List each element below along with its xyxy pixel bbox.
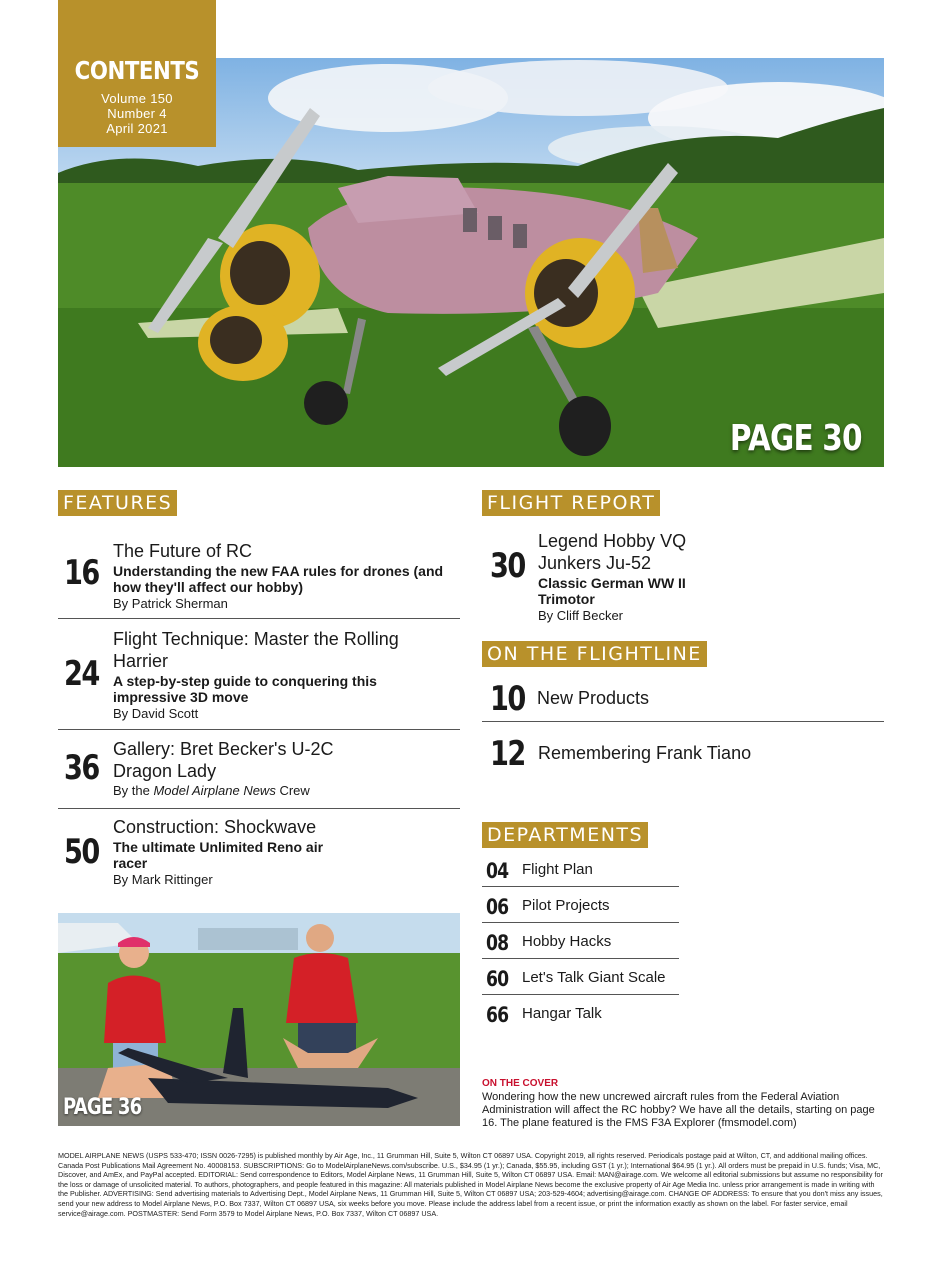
department-page-number: 04 xyxy=(486,859,509,883)
department-page-number: 06 xyxy=(486,895,509,919)
feature-byline-suffix: Crew xyxy=(275,783,310,798)
flight-report-page-number: 30 xyxy=(490,546,525,586)
feature-subtitle: A step-by-step guide to conquering this impressive 3D move xyxy=(113,673,377,705)
flight-report-byline: By Cliff Becker xyxy=(538,608,624,623)
flight-report-heading: FLIGHT REPORT xyxy=(482,490,660,516)
flightline-label: Remembering Frank Tiano xyxy=(538,743,752,763)
department-page-number: 66 xyxy=(486,1003,509,1027)
flight-report-item[interactable] xyxy=(482,530,884,623)
flightline-page-number: 12 xyxy=(490,734,525,774)
feature-title: Construction: Shockwave xyxy=(113,817,317,837)
feature-title: Gallery: Bret Becker's U-2C Dragon Lady xyxy=(113,739,334,781)
flightline-item[interactable] xyxy=(482,678,884,721)
flightline-page-number: 10 xyxy=(490,679,525,719)
publication-fine-print: MODEL AIRPLANE NEWS (USPS 533-470; ISSN 0026-7295) is published monthly by Air Age, Inc., 11 Grumman Hill, Suite 5, Wilton CT 06897 USA. Copyright 2019, all rights reserved. Periodicals postage paid at Wilton, CT, and additional mailing offices. Canada Post Publications Mail Agreement No. 40008153. SUBSCRIPTIONS: Go to ModelAirplaneNews.com/subscribe. U.S., $34.95 (1 yr.); Canada, $55.95, including GST (1 yr.); International $64.95 (1 yr.). All orders must be prepaid in U.S. funds; Visa, MC, Discover, and AmEx, and PayPal accepted. EDITORIAL: Send correspondence to Editors, Model Airplane News, 11 Grumman Hill, Suite 5, Wilton CT 06897 USA. Email: MAN@airage.com. We welcome all editorial submissions but assume no responsibility for the loss or damage of unsolicited material. To authors, photographers, and people featured in this magazine: All materials published in Model Airplane News become the exclusive property of Air Age Media Inc. unless prior arrangement is made in writing with the Publisher. ADVERTISING: Send advertising materials to Advertising Dept., Model Airplane News, 11 Grumman Hill, Suite 5, Wilton CT 06897 USA; 203-529-4604; advertising@airage.com. CHANGE OF ADDRESS: To ensure that you don't miss any issues, send your new address to Model Airplane News, P.O. Box 7337, Wilton CT 06897 USA, six weeks before you move. Please include the address label from a recent issue, or print the information exactly as shown on the label. For faster service, email service@airage.com. POSTMASTER: Send Form 3579 to Model Airplane News, P.O. Box 7337, Wilton CT 06897 USA. xyxy=(58,1151,883,1218)
department-label: Hangar Talk xyxy=(522,1005,602,1022)
department-label: Hobby Hacks xyxy=(522,933,612,950)
feature-page-number: 24 xyxy=(64,654,99,694)
department-label: Pilot Projects xyxy=(522,897,610,914)
contents-box xyxy=(58,0,216,147)
feature-byline xyxy=(113,783,380,799)
flightline-label: New Products xyxy=(537,688,650,708)
divider xyxy=(58,729,460,730)
issue-number: Number 4 xyxy=(107,106,167,121)
cover-heading: ON THE COVER xyxy=(482,1078,559,1089)
contents-title: CONTENTS xyxy=(74,56,200,85)
feature-item[interactable] xyxy=(58,814,460,894)
volume-label: Volume 150 xyxy=(101,91,173,106)
department-page-number: 08 xyxy=(486,931,509,955)
feature-byline-prefix: By the xyxy=(113,783,154,798)
feature-subtitle: The ultimate Unlimited Reno air racer xyxy=(113,839,324,871)
feature-item[interactable] xyxy=(58,736,460,808)
cover-description: Wondering how the new uncrewed aircraft rules from the Federal Aviation Administration will affect the RC hobby? We have all the details, starting on page 16. The plane featured is the FMS F3A Explorer (fmsmodel.com) xyxy=(482,1091,875,1129)
feature-title: Flight Technique: Master the Rolling Harrier xyxy=(113,629,399,671)
flight-report-subtitle: Classic German WW II Trimotor xyxy=(538,575,686,607)
department-item[interactable] xyxy=(482,923,679,959)
feature-subtitle: Understanding the new FAA rules for drones (and how they'll affect our hobby) xyxy=(113,563,444,595)
feature-title: The Future of RC xyxy=(113,541,253,561)
department-label: Flight Plan xyxy=(522,861,593,878)
gallery-page-label: PAGE 36 xyxy=(63,1095,142,1120)
divider xyxy=(58,618,460,619)
department-page-number: 60 xyxy=(486,967,509,991)
magazine-name: Model Airplane News xyxy=(153,783,276,798)
features-heading: FEATURES xyxy=(58,490,177,516)
gallery-photo xyxy=(58,913,460,1126)
feature-byline: By Mark Rittinger xyxy=(113,872,213,887)
flightline-item[interactable] xyxy=(482,733,884,776)
hero-page-label: PAGE 30 xyxy=(730,418,862,459)
flightline-heading: ON THE FLIGHTLINE xyxy=(482,641,707,667)
flight-report-title: Legend Hobby VQ Junkers Ju-52 xyxy=(538,531,687,573)
department-item[interactable] xyxy=(482,887,679,923)
departments-heading: DEPARTMENTS xyxy=(482,822,648,848)
department-item[interactable] xyxy=(482,851,679,887)
department-item[interactable] xyxy=(482,995,679,1031)
divider xyxy=(58,808,460,809)
feature-item[interactable] xyxy=(58,538,460,618)
feature-item[interactable] xyxy=(58,626,460,728)
feature-page-number: 50 xyxy=(64,832,99,872)
feature-page-number: 16 xyxy=(64,553,99,593)
feature-byline: By David Scott xyxy=(113,706,199,721)
department-label: Let's Talk Giant Scale xyxy=(522,969,666,986)
department-item[interactable] xyxy=(482,959,679,995)
feature-byline: By Patrick Sherman xyxy=(113,596,228,611)
feature-page-number: 36 xyxy=(64,748,99,788)
issue-date: April 2021 xyxy=(106,121,168,136)
divider xyxy=(482,721,884,722)
